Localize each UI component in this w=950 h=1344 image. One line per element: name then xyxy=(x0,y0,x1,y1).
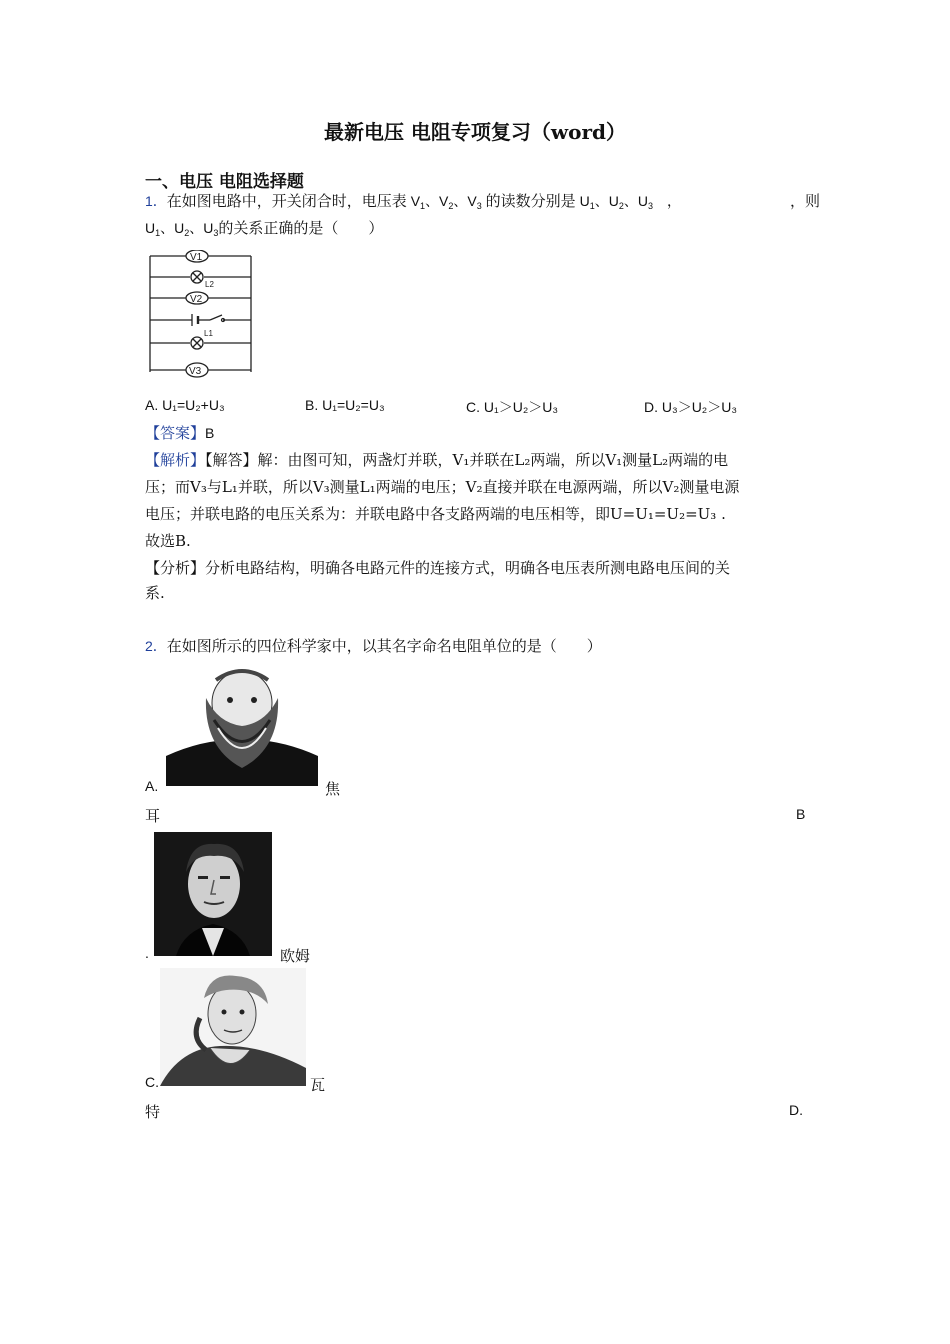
q1-line-1: 1．在如图电路中，开关闭合时，电压表 $V_1$、$V_2$、$V_3$ 的读数分别是 $U_1$、$U_2$、$U_3$ ， xyxy=(145,192,681,211)
q1-line-2: $U_1$、$U_2$、$U_3$的关系正确的是（ ） xyxy=(145,219,384,238)
q2-option-b-prefix: . xyxy=(145,945,149,961)
circuit-label-l2: L2 xyxy=(205,280,214,289)
q2-line-1: 2．在如图所示的四位科学家中，以其名字命名电阻单位的是（ ） xyxy=(145,637,602,655)
joule-portrait xyxy=(166,668,318,786)
q1-analysis-line-1: 【解析】【解答】解：由图可知，两盏灯并联，V₁并联在L₂两端，所以V₁测量L₂两端的电 xyxy=(145,451,729,469)
q1-analysis-line-4: 故选B. xyxy=(145,532,191,550)
circuit-label-l1: L1 xyxy=(204,329,213,338)
q2-option-a-name-1: 焦 xyxy=(325,780,341,798)
q2-option-d-letter: D. xyxy=(789,1102,803,1118)
q2-option-c-letter: C. xyxy=(145,1074,159,1090)
q2-option-b-letter: B xyxy=(796,806,806,822)
answer-value: B xyxy=(205,425,215,441)
q1-option-b: B. U₁=U₂=U₃ xyxy=(305,397,385,413)
answer-tag: 【答案】 xyxy=(145,424,206,442)
circuit-label-v1: V1 xyxy=(190,252,203,263)
circuit-label-v2: V2 xyxy=(190,294,203,305)
q1-option-d: D. U₃＞U₂＞U₃ xyxy=(644,399,738,415)
q1-analysis-line-5: 【分析】分析电路结构，明确各电路元件的连接方式，明确各电压表所测电路电压间的关 xyxy=(145,559,731,577)
q1-option-c: C. U₁＞U₂＞U₃ xyxy=(466,399,559,415)
q1-number: 1． xyxy=(145,193,167,209)
q1-analysis-line-3: 电压；并联电路的电压关系为：并联电路中各支路两端的电压相等，即U=U₁=U₂=U₃ . xyxy=(145,505,726,523)
section-heading: 一、电压 电阻选择题 xyxy=(145,172,304,192)
q2-option-a-name-2: 耳 xyxy=(145,807,161,825)
page-title: 最新电压 电阻专项复习（word） xyxy=(323,120,627,144)
q1-analysis-line-6: 系. xyxy=(145,584,165,602)
q1-answer xyxy=(145,422,214,443)
q2-number: 2． xyxy=(145,638,167,654)
q2-option-c-name-1: 瓦 xyxy=(310,1076,326,1094)
q2-option-a-letter: A. xyxy=(145,778,159,794)
circuit-diagram xyxy=(148,250,254,382)
ohm-portrait xyxy=(154,832,272,956)
q2-option-b-name: 欧姆 xyxy=(280,947,311,965)
q1-line-1-end: ，则 xyxy=(790,192,821,210)
analysis-tag: 【解析】 xyxy=(145,451,206,469)
circuit-label-v3: V3 xyxy=(189,366,202,377)
q2-option-c-name-2: 特 xyxy=(145,1103,161,1121)
watt-portrait xyxy=(160,968,306,1086)
q1-option-a: A. U₁=U₂+U₃ xyxy=(145,397,225,413)
q1-analysis-line-2: 压；而V₃与L₁并联，所以V₃测量L₁两端的电压；V₂直接并联在电源两端，所以V₂测量电源 xyxy=(145,478,740,496)
